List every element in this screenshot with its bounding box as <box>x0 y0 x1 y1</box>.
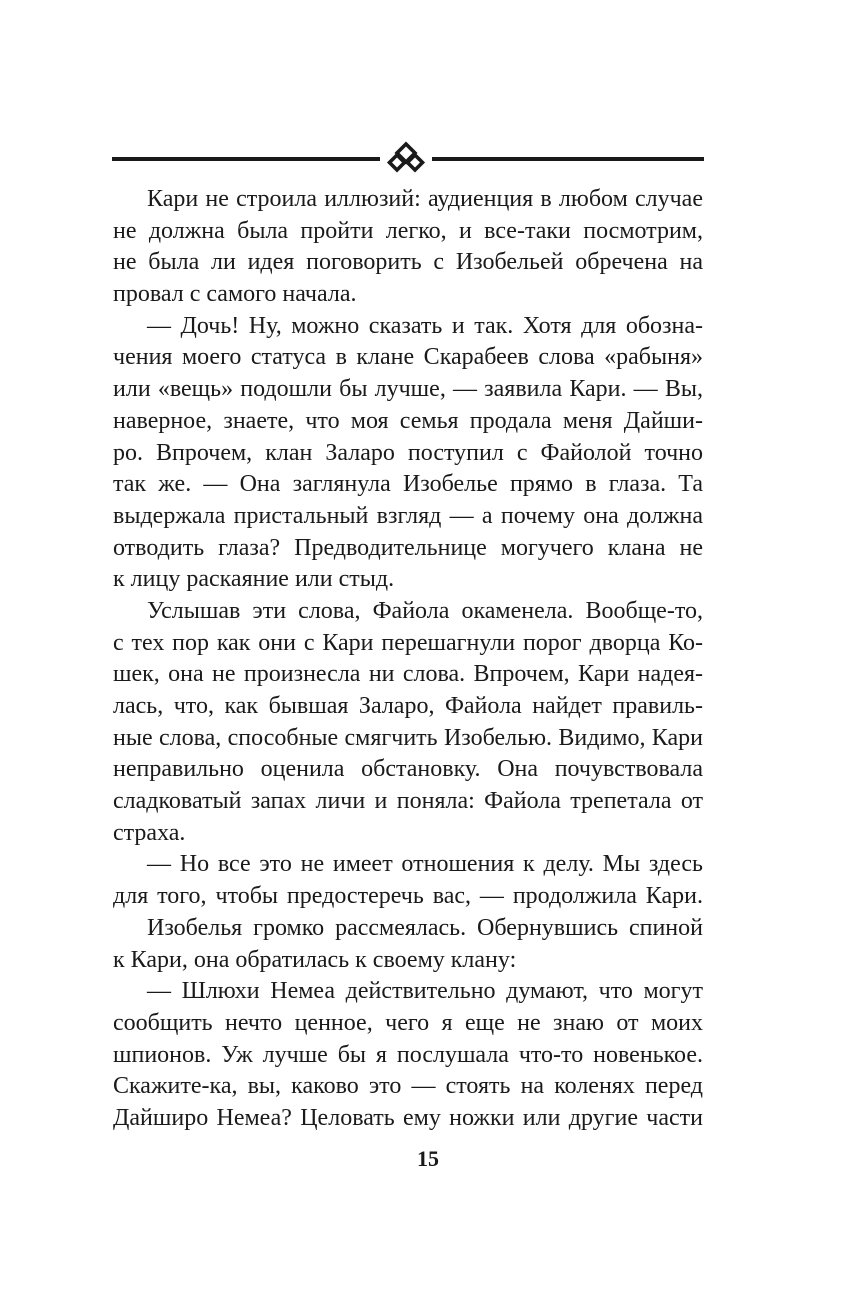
text-line: отводить глаза? Предводительнице могучего клана не <box>113 534 703 561</box>
text-line: — Дочь! Ну, можно сказать и так. Хотя для обозна- <box>147 312 703 339</box>
text-line: ро. Впрочем, клан Заларо поступил с Файолой точно <box>113 439 703 466</box>
text-line: неправильно оценила обстановку. Она почувствовала <box>113 756 703 783</box>
text-line: Изобелья громко рассмеялась. Обернувшись спиной <box>147 914 703 941</box>
text-line: ные слова, способные смягчить Изобелью. Видимо, Кари <box>113 724 703 751</box>
text-line: Скажите-ка, вы, каково это — стоять на коленях перед <box>113 1073 703 1100</box>
text-line: для того, чтобы предостеречь вас, — продолжила Кари. <box>113 883 703 910</box>
text-line: Дайширо Немеа? Целовать ему ножки или другие части <box>113 1104 703 1131</box>
text-line: сообщить нечто ценное, чего я еще не знаю от моих <box>113 1009 703 1036</box>
text-line: провал с самого начала. <box>113 281 357 308</box>
text-line: шпионов. Уж лучше бы я послушала что-то новенькое. <box>113 1041 703 1068</box>
page-number: 15 <box>417 1146 439 1171</box>
text-line: страха. <box>113 819 186 846</box>
text-line: к Кари, она обратилась к своему клану: <box>113 946 517 973</box>
header-rule-left <box>112 157 380 161</box>
text-line: не должна была пройти легко, и все-таки посмотрим, <box>113 217 703 244</box>
text-line: или «вещь» подошли бы лучше, — заявила Кари. — Вы, <box>113 376 703 403</box>
text-line: — Шлюхи Немеа действительно думают, что могут <box>147 978 703 1005</box>
text-line: наверное, знаете, что моя семья продала меня Дайши- <box>113 407 703 434</box>
text-line: сладковатый запах личи и поняла: Файола трепетала от <box>113 788 703 815</box>
text-line: чения моего статуса в клане Скарабеев слова «рабыня» <box>113 344 703 371</box>
text-line: так же. — Она заглянула Изобелье прямо в глаза. Та <box>113 471 703 498</box>
diamond-ornament-icon <box>385 141 427 175</box>
text-line: Услышав эти слова, Файола окаменела. Вообще-то, <box>147 597 703 624</box>
text-line: шек, она не произнесла ни слова. Впрочем, Кари надея- <box>113 661 703 688</box>
text-line: — Но все это не имеет отношения к делу. Мы здесь <box>147 851 703 878</box>
text-line: не была ли идея поговорить с Изобельей обречена на <box>113 249 703 276</box>
text-line: с тех пор как они с Кари перешагнули порог дворца Ко- <box>113 629 703 656</box>
header-rule-right <box>432 157 704 161</box>
text-line: выдержала пристальный взгляд — а почему она должна <box>113 502 703 529</box>
text-line: Кари не строила иллюзий: аудиенция в любом случае <box>147 186 703 212</box>
text-line: лась, что, как бывшая Заларо, Файола найдет правиль- <box>113 693 703 719</box>
text-line: к лицу раскаяние или стыд. <box>113 566 395 593</box>
body-text <box>113 184 703 1135</box>
